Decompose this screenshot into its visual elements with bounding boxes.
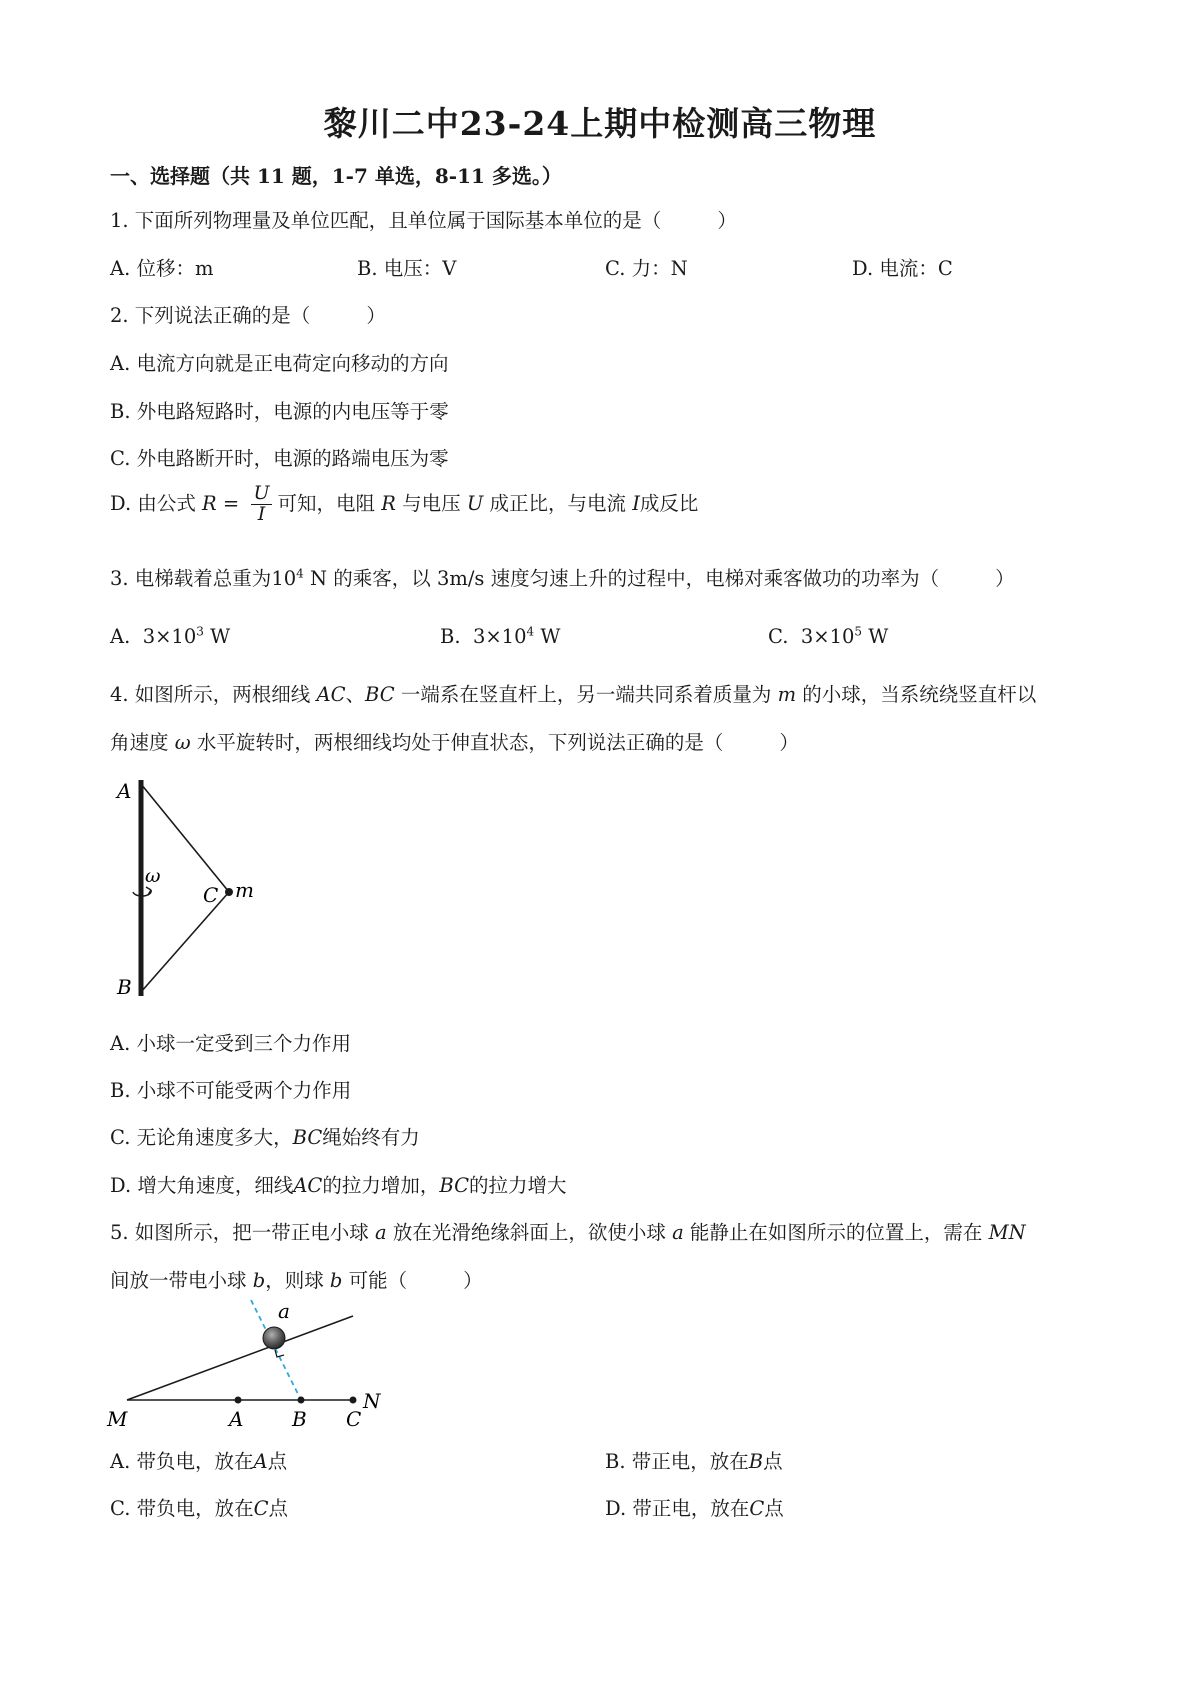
q4-option-d[interactable]: D. 增大角速度，细线AC的拉力增加，BC的拉力增大 xyxy=(110,1174,567,1197)
question-1-stem: 1. 下面所列物理量及单位匹配，且单位属于国际基本单位的是（ ） xyxy=(110,209,737,232)
q5-option-d[interactable]: D. 带正电，放在C点 xyxy=(605,1497,784,1520)
q1-option-a[interactable]: A. 位移：m xyxy=(110,257,214,280)
q5-option-b[interactable]: B. 带正电，放在B点 xyxy=(605,1450,783,1473)
q5-option-c[interactable]: C. 带负电，放在C点 xyxy=(110,1497,289,1520)
q2-option-a[interactable]: A. 电流方向就是正电荷定向移动的方向 xyxy=(110,352,449,375)
incline xyxy=(127,1316,353,1400)
label-a-point: A xyxy=(229,1407,244,1431)
label-b-point: B xyxy=(292,1407,307,1431)
q1-option-c[interactable]: C. 力：N xyxy=(605,257,688,280)
q2-option-d[interactable]: D. 由公式 R = $\frac{U}{I}$ 可知，电阻 R 与电压 U 成正比，与电流 I成反比 xyxy=(110,482,699,525)
q4-option-a[interactable]: A. 小球一定受到三个力作用 xyxy=(110,1032,351,1055)
q2-option-c[interactable]: C. 外电路断开时，电源的路端电压为零 xyxy=(110,447,449,470)
label-m: m xyxy=(235,878,254,902)
q5-figure xyxy=(105,1298,405,1438)
label-b: B xyxy=(117,975,132,999)
q4-figure xyxy=(105,770,275,1010)
point-b xyxy=(298,1397,305,1404)
q3-option-c[interactable]: C. $3\times 10^5$ W xyxy=(768,624,889,648)
question-5-stem-line2: 间放一带电小球 b，则球 b 可能（ ） xyxy=(110,1269,483,1292)
question-2-stem: 2. 下列说法正确的是（ ） xyxy=(110,304,386,327)
question-4-stem-line2: 角速度 ω 水平旋转时，两根细线均处于伸直状态，下列说法正确的是（ ） xyxy=(110,731,799,754)
label-a: A xyxy=(117,779,132,803)
q4-option-c[interactable]: C. 无论角速度多大，BC绳始终有力 xyxy=(110,1126,420,1149)
q3-option-b[interactable]: B. $3\times 10^4$ W xyxy=(440,624,561,648)
question-4-stem-line1: 4. 如图所示，两根细线 AC、BC 一端系在竖直杆上，另一端共同系着质量为 m 的小球，当系统绕竖直杆以 xyxy=(110,683,1037,706)
q2-option-b[interactable]: B. 外电路短路时，电源的内电压等于零 xyxy=(110,400,449,423)
fraction-u-over-i: $\frac{U}{I}$ xyxy=(253,482,270,525)
ball-m xyxy=(225,888,233,896)
point-a xyxy=(235,1397,242,1404)
q3-option-a[interactable]: A. $3\times 10^3$ W xyxy=(110,624,231,648)
q1-option-b[interactable]: B. 电压：V xyxy=(357,257,457,280)
label-omega: ω xyxy=(145,865,161,887)
label-c: C xyxy=(203,883,219,907)
q1-option-d[interactable]: D. 电流：C xyxy=(852,257,953,280)
ball-a xyxy=(263,1327,285,1349)
section-header: 一、选择题（共 11 题，1-7 单选，8-11 多选。） xyxy=(110,164,562,188)
question-3-stem: 3. 电梯载着总重为$10^4$ N 的乘客，以 3m/s 速度匀速上升的过程中，电梯对乘客做功的功率为（ ） xyxy=(110,566,1015,590)
point-c xyxy=(350,1397,357,1404)
string-bc xyxy=(141,892,229,992)
page-title: 黎川二中23-24上期中检测高三物理 xyxy=(323,104,877,143)
q4-option-b[interactable]: B. 小球不可能受两个力作用 xyxy=(110,1079,352,1102)
q5-option-a[interactable]: A. 带负电，放在A点 xyxy=(110,1450,288,1473)
label-m: M xyxy=(107,1407,128,1431)
question-5-stem-line1: 5. 如图所示，把一带正电小球 a 放在光滑绝缘斜面上，欲使小球 a 能静止在如图所示的位置上，需在 MN xyxy=(110,1221,1026,1244)
label-n: N xyxy=(363,1389,381,1413)
label-a-ball: a xyxy=(278,1299,290,1323)
label-c-point: C xyxy=(346,1407,362,1431)
